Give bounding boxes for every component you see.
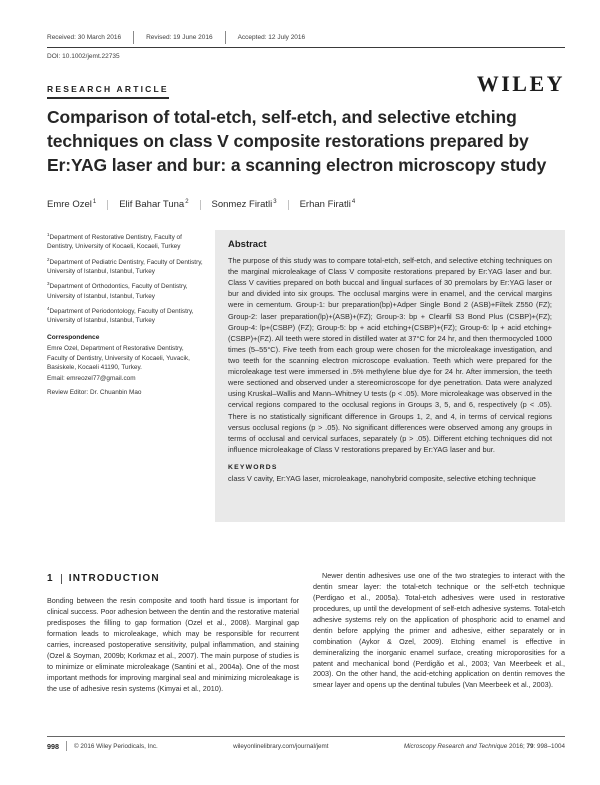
affiliation: $^1$Department of Restorative Dentistry, Faculty of Dentistry, University of Kocaeli, Kocaeli, Turkey: [47, 232, 182, 251]
authors-row: [47, 199, 355, 210]
author-affil-sup: 3: [273, 199, 277, 205]
author-name: Erhan Firatli$^4$: [299, 199, 356, 211]
abstract-body: The purpose of this study was to compare total-etch, self-etch, and selective etching techniques on the marginal microleakage of Class V composite restorations prepared by Er:YAG laser and bur. Class V cavities prepared on both buccal and lingual surfaces of 30 premolars by Er:YAG laser or bur and divided into six groups. The occlusal margins were in enamel, and the cervical margins were in cementum. Group-1: bur preparation(bp)+Adper Single Bond 2 (ASB)+Filtek Z550 (FZ); Group-2: laser preparation(lp)+(ASB)+(FZ); Group-3: bp + Clearfil S3 Bond Plus (CSBP)+(FZ); Group-4: lp+(CSBP) (FZ); Group-5: bp + acid etching+(CSBP)+(FZ); Group-6: lp + acid etching+(CSBP)+(FZ). All teeth were stored in distilled water at 37°C for 24 hr, and then thermocycled 1000 times (5–55°C). Five teeth from each group were chosen for the microleakage investigation, and two teeth for the scanning electron microscope evaluation. Teeth which were prepared for the microleakage test were immersed in .5% methylene blue dye for 24 hr. After immersion, the teeth were sectioned and observed under a stereomicroscope for dye penetration. Data were analyzed using Kruskal–Wallis and Mann–Whitney U tests (p < .05). More microleakage was observed in the cervical regions compared to the occlusal regions in Groups 3, 5, and 6, respectively (p < .05). There is no statistically significant difference in Groups 1, 2, and 4, in terms of cervical regions versus occlusal regions (p > .05). No significant differences were observed among any groups in terms of occlusal and cervical surfaces, separately (p > .05). Different etching techniques did not influence microleakage of Class V restorations prepared by Er:YAG laser and bur.: [228, 256, 552, 454]
author-affil-sup: 2: [185, 199, 189, 205]
left-sidebar: [47, 232, 205, 398]
footer-left-group: [47, 741, 158, 751]
body-columns: [47, 571, 565, 695]
intro-paragraph-right: Newer dentin adhesives use one of the two strategies to interact with the dentin smear layer: the total-etch technique or the self-etch technique (Perdigao et al., 2005a). Total-etch adhesives were used in restorative procedures, up until the development of self-etch adhesive systems. Total-etch adhesive systems rely on the application of phosphoric acid to enamel and dentin before applying the primer and adhesive, either separately or in combination (Aykor & Ozel, 2009). Etching enamel is effective in demineralizing the inorganic enamel surface, creating microporosities for a patent and mechanical bond (Perdigão et al., 2003; Van Meerbeek et al., 2003). On the other hand, the acid-etching application on dentin removes the smear layer and opens up the dentinal tubules (Van Meerbeek et al., 2003).: [313, 571, 565, 690]
article-type-label: RESEARCH ARTICLE: [47, 84, 169, 99]
receipt-dates-row: [47, 31, 565, 44]
affiliation: $^2$Department of Pediatric Dentistry, Faculty of Dentistry, University of Istanbul, Istanbul, Turkey: [47, 256, 203, 276]
author-separator: [107, 200, 108, 210]
journal-name: Microscopy Research and Technique: [403, 742, 508, 750]
author-name: Elif Bahar Tuna$^2$: [119, 199, 189, 211]
received-date: Received: 30 March 2016: [47, 34, 122, 41]
author-name: Sonmez Firatli$^3$: [211, 199, 277, 211]
section-heading-introduction: [47, 571, 299, 586]
correspondence-heading: Correspondence: [47, 333, 100, 341]
revised-date: Revised: 19 June 2016: [146, 34, 213, 41]
section-heading-divider: [61, 574, 62, 584]
abstract-box: [215, 230, 565, 522]
meta-separator: [133, 31, 134, 44]
author-affil-sup: 1: [92, 199, 97, 205]
abstract-heading: Abstract: [228, 239, 267, 250]
meta-separator: [225, 31, 226, 44]
author-name: Emre Ozel$^1$: [47, 199, 97, 211]
body-column-right: [313, 571, 565, 695]
journal-citation: Microscopy Research and Technique 2016; 79: 998–1004: [403, 742, 565, 750]
correspondence-email-link[interactable]: Email: emreozel77@gmail.com: [47, 375, 136, 383]
section-label: INTRODUCTION: [68, 573, 160, 584]
affiliation: $^4$Department of Periodontology, Faculty of Dentistry, University of Istanbul, Istanbul, Turkey: [47, 306, 194, 325]
body-column-left: [47, 571, 299, 695]
header-rule: [47, 47, 565, 48]
keywords-text: class V cavity, Er:YAG laser, microleakage, nanohybrid composite, selective etching technique: [228, 473, 536, 483]
page-number: 998: [47, 741, 59, 751]
paper-title: Comparison of total-etch, self-etch, and selective etching techniques on class V composite restorations prepared by Er:YAG laser and bur: a scanning electron microscopy study: [47, 107, 547, 175]
doi-text: DOI: 10.1002/jemt.22735: [47, 53, 120, 60]
author-separator: [200, 200, 201, 210]
correspondence-text: Emre Ozel, Department of Restorative Dentistry, Faculty of Dentistry, University of Kocaeli, Yuvacik, Basiskele, Kocaeli 41190, Turkey.: [47, 345, 190, 371]
page-footer: [47, 741, 565, 751]
journal-volume: 79: [526, 742, 534, 750]
accepted-date: Accepted: 12 July 2016: [237, 34, 306, 41]
author-separator: [288, 200, 289, 210]
intro-paragraph-left: Bonding between the resin composite and tooth hard tissue is important for clinical success. Poor adhesion between the dentin and the restorative material predisposes the filling to gap formation (Ozel et al., 2008). Marginal gap formation leads to microleakage, which may be responsible for recurrent carries, increased postoperative sensitivity, pulpal inflammation, and staining (Ozel & Soyman, 2009b; Korkmaz et al., 2007). The main purpose of studies is to minimize or eliminate microleakage (Santini et al., 2004a). One of the most important methods for improving marginal seal and minimizing microleakage is the use of adhesive resin systems (Kimyai et al., 2010).: [47, 596, 299, 693]
keywords-heading: KEYWORDS: [228, 463, 278, 471]
review-editor-text: Review Editor: Dr. Chuanbin Mao: [47, 389, 142, 397]
journal-url-link[interactable]: wileyonlinelibrary.com/journal/jemt: [233, 742, 329, 750]
author-affil-sup: 4: [351, 199, 356, 205]
footer-separator: [66, 741, 67, 751]
copyright-text: © 2016 Wiley Periodicals, Inc.: [74, 742, 158, 750]
affiliation: $^3$Department of Orthodontics, Faculty of Dentistry, University of Istanbul, Istanbul, Turkey: [47, 281, 188, 300]
section-number: 1: [47, 573, 54, 584]
footer-rule: [47, 736, 565, 737]
wiley-logo: WILEY: [476, 71, 565, 96]
